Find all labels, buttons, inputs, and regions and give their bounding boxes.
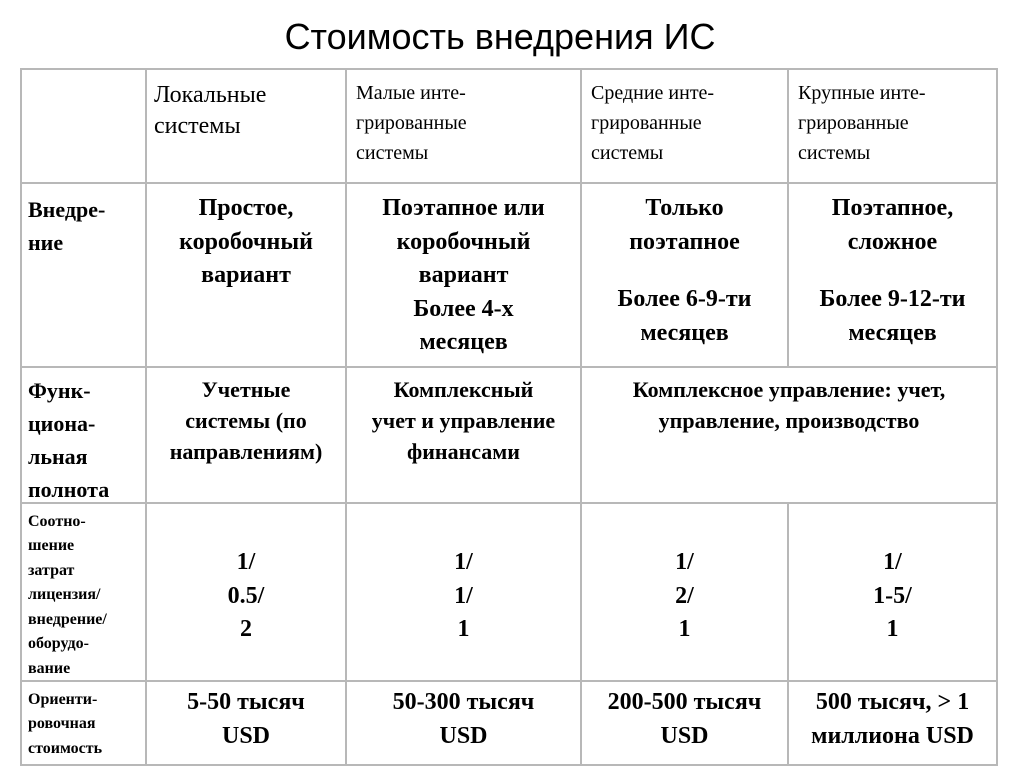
table-rule xyxy=(20,764,998,766)
header-small-systems: Малые инте- грированные системы xyxy=(356,82,467,164)
ratio-local: 1/ 0.5/ 2 xyxy=(227,549,265,643)
header-large-systems: Крупные инте- грированные системы xyxy=(798,82,926,164)
implementation-medium: Только поэтапное Более 6-9-ти месяцев xyxy=(617,195,752,346)
table-rule xyxy=(20,68,22,766)
slide-title: Стоимость внедрения ИС xyxy=(284,16,716,57)
cost-large: 500 тысяч, > 1 миллиона USD xyxy=(811,689,974,749)
implementation-local: Простое, коробочный вариант xyxy=(179,195,313,289)
implementation-small: Поэтапное или коробочный вариант Более 4-х месяцев xyxy=(382,195,545,356)
table-rule xyxy=(20,502,998,504)
header-medium-systems: Средние инте- грированные системы xyxy=(591,82,715,164)
functional-local: Учетные системы (по направлениям) xyxy=(169,377,323,465)
ratio-small: 1/ 1/ 1 xyxy=(454,549,473,643)
row-label-implementation: Внедре- ние xyxy=(28,197,106,255)
header-local-systems: Локальные системы xyxy=(154,82,267,139)
row-label-approx-cost: Ориенти- ровочная стоимость xyxy=(28,691,103,757)
ratio-large: 1/ 1-5/ 1 xyxy=(873,549,912,643)
functional-medium-large: Комплексное управление: учет, управление, производство xyxy=(632,377,946,434)
ratio-medium: 1/ 2/ 1 xyxy=(675,549,694,643)
cost-small: 50-300 тысяч USD xyxy=(392,689,535,749)
table-rule xyxy=(20,68,998,70)
table-rule xyxy=(996,68,998,766)
cost-medium: 200-500 тысяч USD xyxy=(607,689,762,749)
table-rule xyxy=(20,680,998,682)
row-label-functional: Функ- циона- льная полнота xyxy=(28,378,110,502)
functional-small: Комплексный учет и управление финансами xyxy=(371,377,556,465)
implementation-large: Поэтапное, сложное Более 9-12-ти месяцев xyxy=(819,195,966,346)
table-rule xyxy=(20,366,998,368)
table-rule xyxy=(20,182,998,184)
row-label-cost-ratio: Соотно- шение затрат лицензия/ внедрение/ оборудо- вание xyxy=(28,513,107,677)
cost-local: 5-50 тысяч USD xyxy=(187,689,305,749)
